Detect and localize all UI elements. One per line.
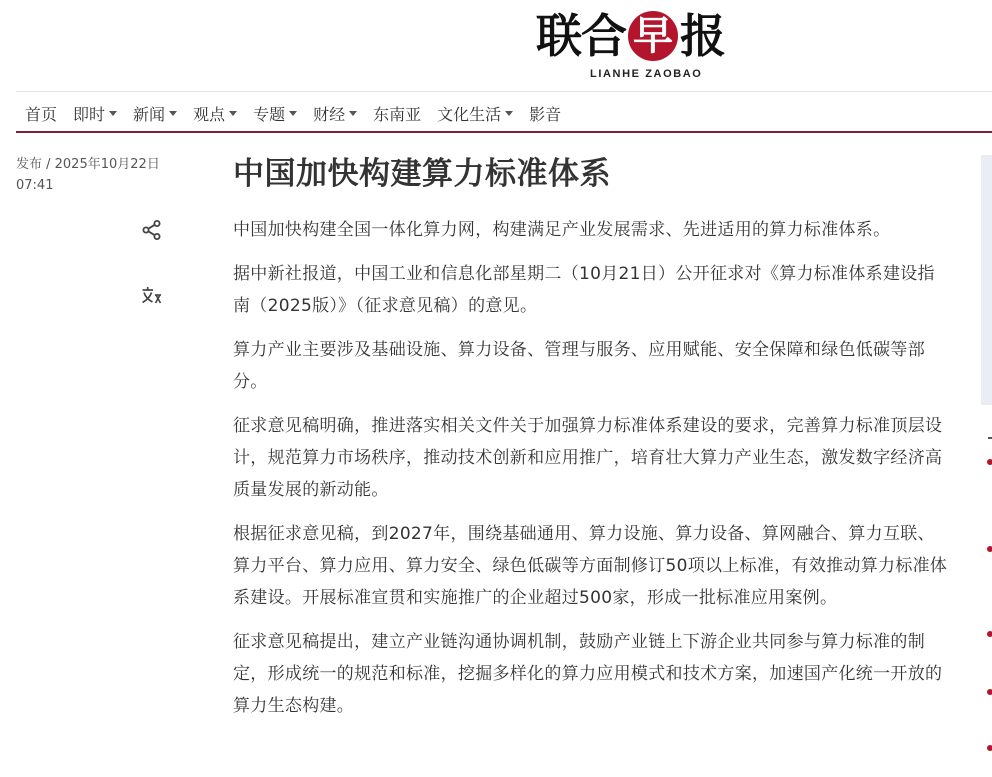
nav-label: 专题 xyxy=(253,105,286,124)
nav-label: 即时 xyxy=(73,105,106,124)
caret-down-icon xyxy=(289,111,297,116)
site-logo[interactable] xyxy=(536,10,756,82)
nav-item-home[interactable] xyxy=(16,97,65,130)
nav-item-video[interactable] xyxy=(521,97,569,130)
sidebar-bullet xyxy=(987,631,992,637)
caret-down-icon xyxy=(349,111,357,116)
nav-label: 影音 xyxy=(529,105,562,124)
article-paragraph: 征求意见稿明确，推进落实相关文件关于加强算力标准体系建设的要求，完善算力标准顶层设计，规范算力市场秩序，推动技术创新和应用推广，培育壮大算力产业生态，激发数字经济高质量发展的新动能。 xyxy=(233,416,943,500)
caret-down-icon xyxy=(109,111,117,116)
sidebar-bullet xyxy=(987,745,992,751)
share-icon xyxy=(140,218,164,242)
share-button[interactable] xyxy=(140,218,164,242)
caret-down-icon xyxy=(169,111,177,116)
nav-item-news[interactable] xyxy=(125,97,185,130)
nav-label: 首页 xyxy=(25,105,58,124)
nav-item-topics[interactable] xyxy=(245,97,305,130)
logo-char: 早 xyxy=(633,12,673,59)
nav-divider xyxy=(16,131,992,133)
nav-label: 观点 xyxy=(193,105,226,124)
nav-item-finance[interactable] xyxy=(305,97,365,130)
sidebar-edge-mark xyxy=(988,437,992,439)
publish-date: 发布 / 2025年10月22日 xyxy=(16,157,160,172)
article-paragraph: 算力产业主要涉及基础设施、算力设备、管理与服务、应用赋能、安全保障和绿色低碳等部分。 xyxy=(233,340,925,392)
logo-latin: LIANHE ZAOBAO xyxy=(590,68,703,80)
article-paragraph: 根据征求意见稿，到2027年，围绕基础通用、算力设施、算力设备、算网融合、算力互联、算力平台、算力应用、算力安全、绿色低碳等方面制修订50项以上标准，有效推动算力标准体系建设。开展标准宣贯和实施推广的企业超过500家，形成一批标准应用案例。 xyxy=(233,524,948,608)
nav-item-opinion[interactable] xyxy=(185,97,245,130)
nav-label: 文化生活 xyxy=(437,105,502,124)
nav-label: 新闻 xyxy=(133,105,166,124)
sidebar-bullet xyxy=(987,546,992,552)
nav-label: 东南亚 xyxy=(373,105,422,124)
logo-badge xyxy=(628,11,678,61)
article-paragraph: 据中新社报道，中国工业和信息化部星期二（10月21日）公开征求对《算力标准体系建设指南（2025版）》（征求意见稿）的意见。 xyxy=(233,264,935,316)
logo-chinese xyxy=(536,10,756,62)
article-paragraph: 中国加快构建全国一体化算力网，构建满足产业发展需求、先进适用的算力标准体系。 xyxy=(233,220,891,240)
translate-button[interactable] xyxy=(140,284,164,308)
nav-item-instant[interactable] xyxy=(65,97,125,130)
article-headline: 中国加快构建算力标准体系 xyxy=(233,156,611,192)
caret-down-icon xyxy=(505,111,513,116)
translate-icon xyxy=(140,284,164,308)
nav-label: 财经 xyxy=(313,105,346,124)
main-nav xyxy=(16,97,992,130)
article-paragraph: 征求意见稿提出，建立产业链沟通协调机制，鼓励产业链上下游企业共同参与算力标准的制定，形成统一的规范和标准，挖掘多样化的算力应用模式和技术方案，加速国产化统一开放的算力生态构建。 xyxy=(233,632,943,716)
logo-char: 合 xyxy=(581,9,626,63)
nav-item-culture-life[interactable] xyxy=(429,97,521,130)
logo-char: 报 xyxy=(680,9,725,63)
nav-item-southeast-asia[interactable] xyxy=(365,97,429,130)
article-meta xyxy=(16,154,176,196)
caret-down-icon xyxy=(229,111,237,116)
sidebar-bullet xyxy=(987,459,992,465)
article-body xyxy=(233,152,951,734)
sidebar-bullet xyxy=(987,689,992,695)
header-divider xyxy=(16,91,992,92)
publish-time: 07:41 xyxy=(16,178,54,193)
sidebar-edge xyxy=(981,155,992,405)
logo-char: 联 xyxy=(536,9,581,63)
